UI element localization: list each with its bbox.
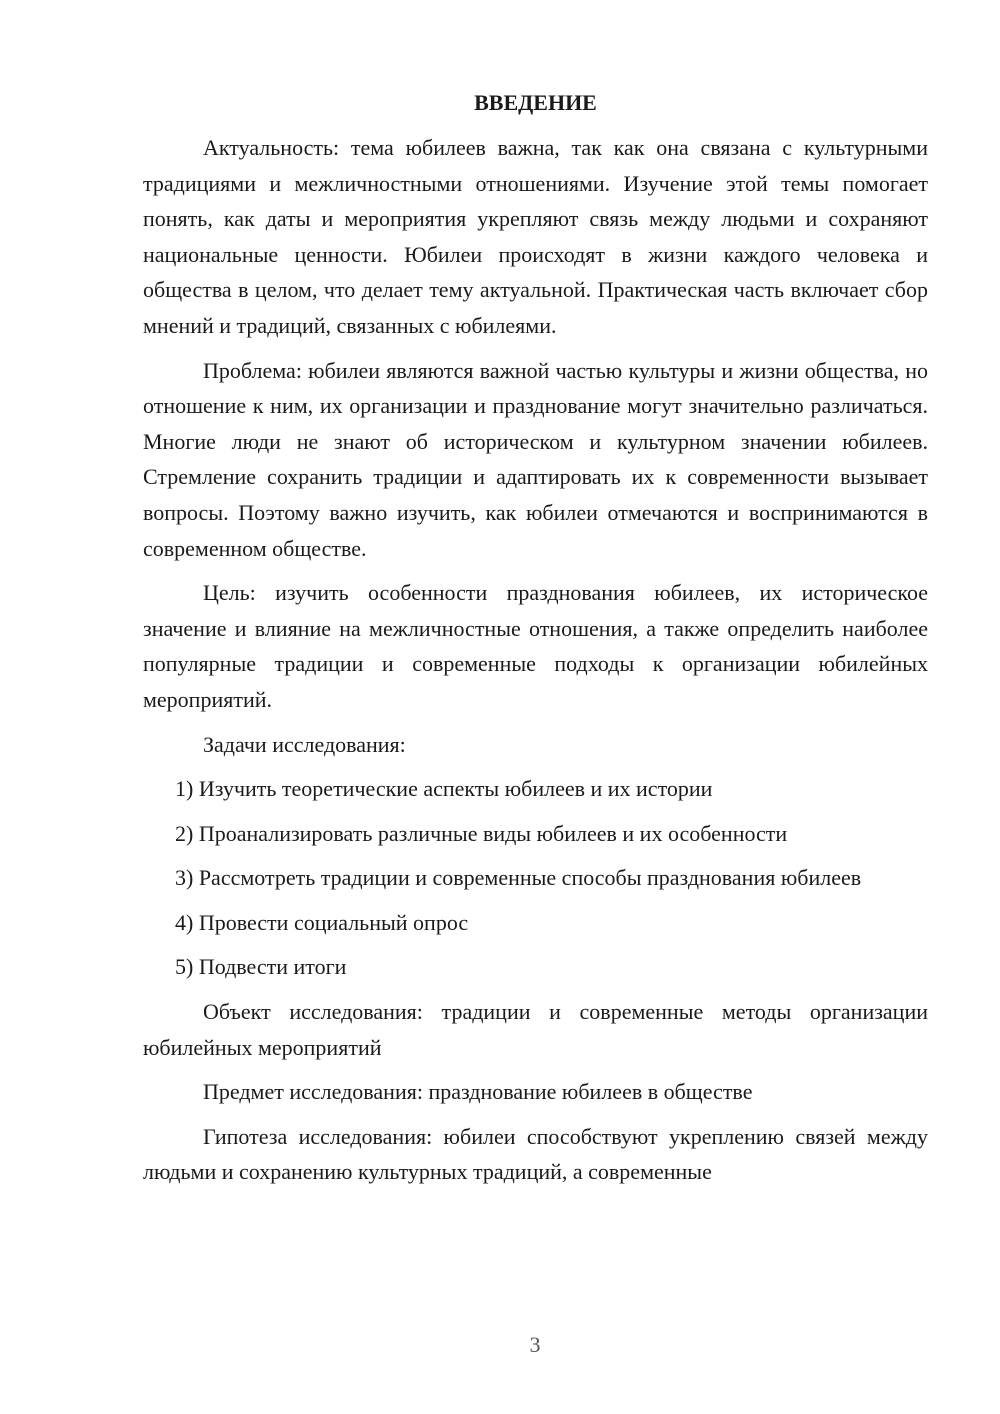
paragraph-hypothesis: Гипотеза исследования: юбилеи способствуют укреплению связей между людьми и сохранению культурных традиций, а современные [143, 1123, 928, 1185]
task-item-1: 1) Изучить теоретические аспекты юбилеев и их истории [175, 776, 713, 802]
paragraph-problem: Проблема: юбилеи являются важной частью культуры и жизни общества, но отношение к ним, их организации и празднование могут значительно различаться. Многие люди не знают об историческом и культурном значении юбилеев. Стремление сохранить традиции и адаптировать их к современности вызывает вопросы. Поэтому важно изучить, как юбилеи отмечаются и воспринимаются в современном обществе. [143, 357, 928, 561]
paragraph-object: Объект исследования: традиции и современные методы организации юбилейных мероприятий [143, 999, 928, 1060]
task-item-3: 3) Рассмотреть традиции и современные способы празднования юбилеев [175, 865, 862, 891]
task-item-4: 4) Провести социальный опрос [175, 909, 469, 935]
section-heading: ВВЕДЕНИЕ [474, 90, 597, 115]
document-page [143, 88, 928, 1199]
paragraph-tasks-heading: Задачи исследования: [203, 731, 406, 757]
paragraph-relevance: Актуальность: тема юбилеев важна, так как она связана с культурными традициями и межличностными отношениями. Изучение этой темы помогает понять, как даты и мероприятия укрепляют связь между людьми и сохраняют национальные ценности. Юбилеи происходят в жизни каждого человека и общества в целом, что делает тему актуальной. Практическая часть включает сбор мнений и традиций, связанных с юбилеями. [143, 135, 928, 338]
paragraph-goal: Цель: изучить особенности празднования юбилеев, их историческое значение и влияние на межличностные отношения, а также определить наиболее популярные традиции и современные подходы к организации юбилейных мероприятий. [143, 580, 928, 712]
page-number: 3 [529, 1332, 541, 1357]
task-item-5: 5) Подвести итоги [175, 954, 347, 980]
task-item-2: 2) Проанализировать различные виды юбилеев и их особенности [175, 820, 788, 846]
paragraph-subject: Предмет исследования: празднование юбилеев в обществе [203, 1079, 753, 1105]
